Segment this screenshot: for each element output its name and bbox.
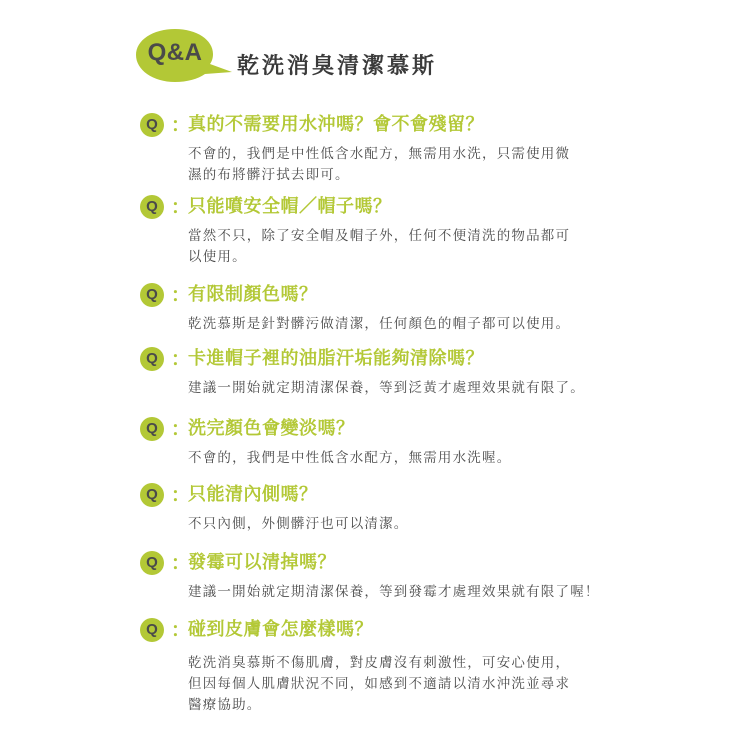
q-marker-icon: Q — [140, 618, 164, 642]
qa-badge-label: Q&A — [147, 39, 203, 66]
answer-text — [188, 144, 643, 186]
question-row — [140, 550, 640, 576]
answer-line: 但因每個人肌膚狀況不同，如感到不適請以清水沖洗並尋求 — [188, 676, 571, 692]
question-row — [140, 482, 640, 508]
qa-speech-bubble-icon — [133, 26, 217, 84]
answer-line: 乾洗消臭慕斯不傷肌膚，對皮膚沒有刺激性，可安心使用， — [188, 655, 571, 671]
answer-text — [188, 514, 643, 535]
question-row — [140, 346, 640, 372]
q-marker-icon: Q — [140, 347, 164, 371]
answer-line: 乾洗慕斯是針對髒污做清潔，任何顏色的帽子都可以使用。 — [188, 316, 571, 332]
q-marker-icon: Q — [140, 483, 164, 507]
question-colon: ： — [171, 196, 191, 218]
question-row — [140, 617, 640, 643]
qa-item — [140, 194, 640, 282]
q-marker-icon: Q — [140, 417, 164, 441]
qa-item — [140, 346, 640, 416]
answer-line: 當然不只，除了安全帽及帽子外，任何不便清洗的物品都可 — [188, 228, 571, 244]
answer-text — [188, 314, 643, 335]
question-row — [140, 194, 640, 220]
answer-line: 不會的，我們是中性低含水配方，無需用水洗喔。 — [188, 450, 512, 466]
question-colon: ： — [171, 284, 191, 306]
question-text: 真的不需要用水沖嗎？會不會殘留？ — [188, 114, 484, 135]
page-title: 乾洗消臭清潔慕斯 — [237, 54, 438, 79]
answer-text — [188, 448, 643, 469]
qa-list — [140, 112, 640, 716]
question-text: 卡進帽子裡的油脂汗垢能夠清除嗎？ — [188, 348, 484, 369]
answer-text — [188, 582, 643, 603]
question-text: 有限制顏色嗎？ — [188, 284, 318, 305]
qa-item — [140, 112, 640, 194]
page-header — [133, 20, 633, 90]
question-colon: ： — [171, 619, 191, 641]
question-text: 只能噴安全帽／帽子嗎？ — [188, 196, 392, 217]
q-marker-icon: Q — [140, 195, 164, 219]
question-text: 只能清內側嗎？ — [188, 484, 318, 505]
answer-line: 不會的，我們是中性低含水配方，無需用水洗，只需使用微 — [188, 146, 571, 162]
answer-line: 以使用。 — [188, 249, 247, 265]
answer-line: 醫療協助。 — [188, 697, 262, 713]
q-marker-icon: Q — [140, 113, 164, 137]
question-colon: ： — [171, 484, 191, 506]
answer-text — [188, 378, 643, 399]
qa-item — [140, 482, 640, 550]
question-colon: ： — [171, 348, 191, 370]
question-colon: ： — [171, 418, 191, 440]
question-row — [140, 112, 640, 138]
qa-item — [140, 550, 640, 617]
question-row — [140, 416, 640, 442]
qa-item — [140, 416, 640, 482]
answer-line: 濕的布將髒汙拭去即可。 — [188, 167, 350, 183]
question-row — [140, 282, 640, 308]
q-marker-icon: Q — [140, 551, 164, 575]
question-colon: ： — [171, 552, 191, 574]
answer-line: 不只內側，外側髒汙也可以清潔。 — [188, 516, 409, 532]
question-text: 發霉可以清掉嗎？ — [188, 552, 336, 573]
question-text: 碰到皮膚會怎麼樣嗎？ — [188, 619, 373, 640]
answer-text — [188, 653, 643, 716]
question-colon: ： — [171, 114, 191, 136]
answer-line: 建議一開始就定期清潔保養，等到發霉才處理效果就有限了喔！ — [188, 584, 600, 600]
answer-line: 建議一開始就定期清潔保養，等到泛黃才處理效果就有限了。 — [188, 380, 585, 396]
question-text: 洗完顏色會變淡嗎？ — [188, 418, 355, 439]
qa-item — [140, 617, 640, 716]
answer-text — [188, 226, 643, 268]
qa-item — [140, 282, 640, 346]
q-marker-icon: Q — [140, 283, 164, 307]
